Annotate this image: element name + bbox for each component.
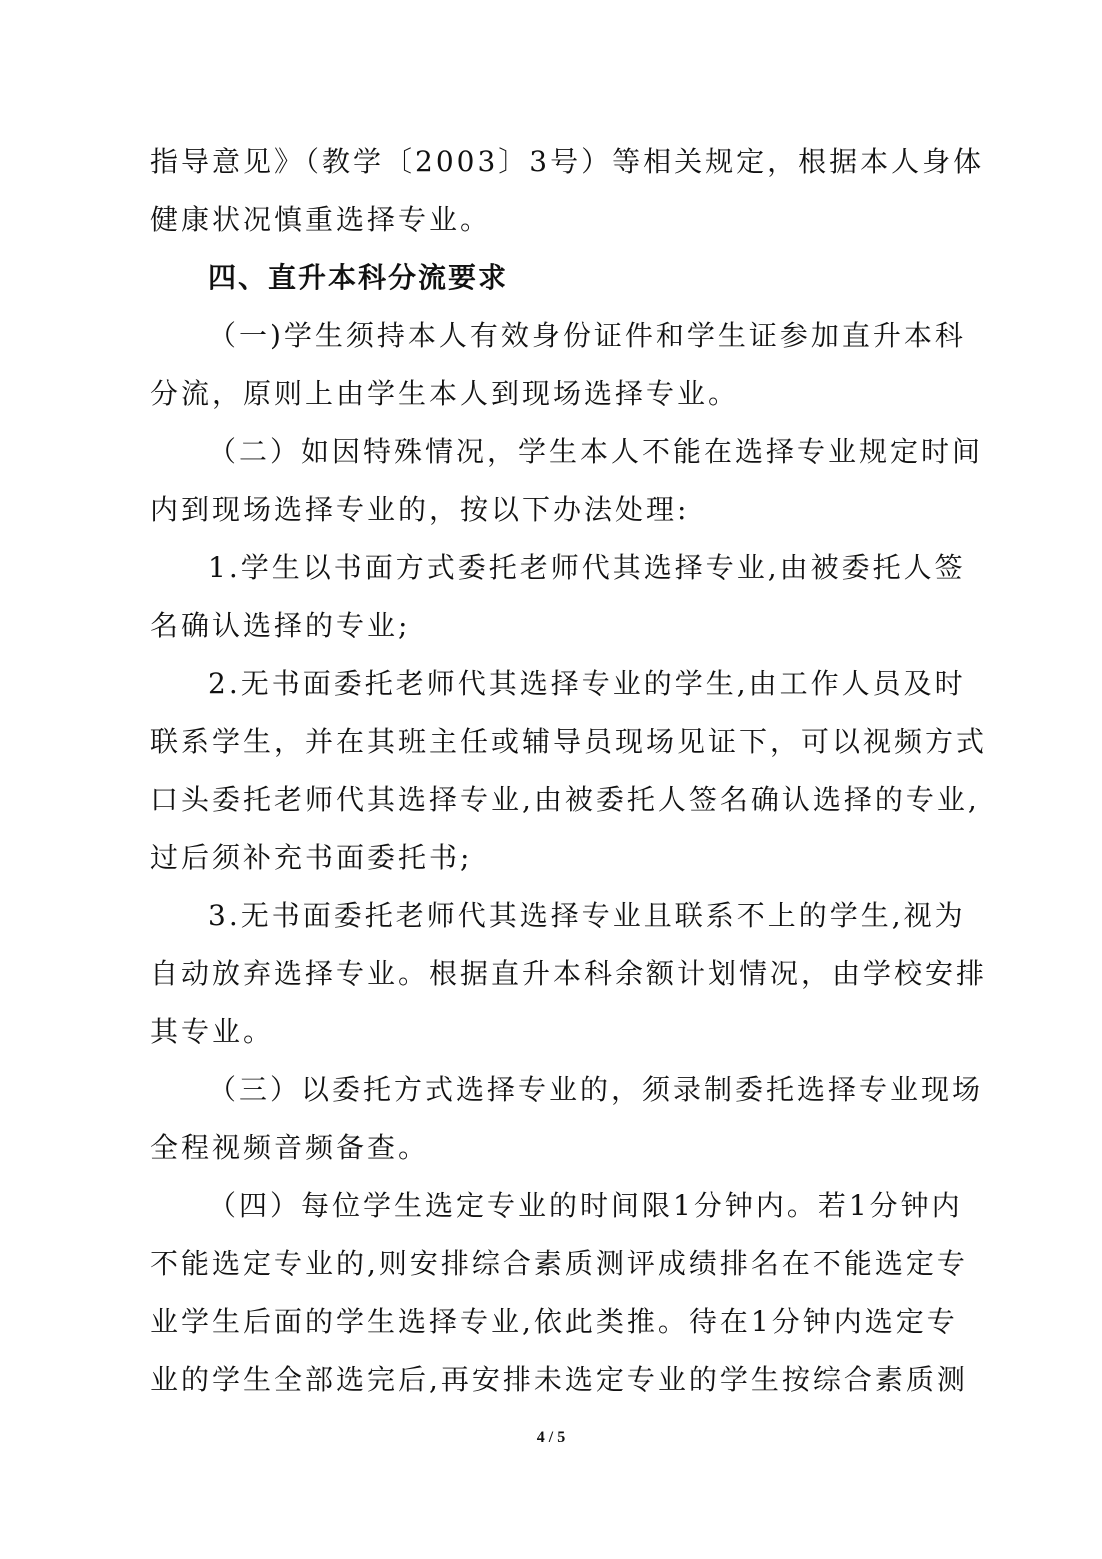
body-line: 健康状况慎重选择专业。 <box>150 203 492 236</box>
body-line: （一)学生须持本人有效身份证件和学生证参加直升本科 <box>208 319 966 352</box>
body-line: 名确认选择的专业; <box>150 609 411 642</box>
body-line: 全程视频音频备查。 <box>150 1131 430 1164</box>
body-line: 不能选定专业的,则安排综合素质测评成绩排名在不能选定专 <box>150 1247 968 1280</box>
body-line: 自动放弃选择专业。根据直升本科余额计划情况，由学校安排 <box>150 957 988 990</box>
page-number: 4 / 5 <box>536 1429 566 1446</box>
body-line: （三）以委托方式选择专业的，须录制委托选择专业现场 <box>208 1073 984 1106</box>
body-line: 指导意见》（教学〔2003〕3号）等相关规定，根据本人身体 <box>150 145 985 178</box>
body-line: 过后须补充书面委托书; <box>150 841 473 874</box>
body-line: （二）如因特殊情况，学生本人不能在选择专业规定时间 <box>208 435 984 468</box>
body-line: 1.学生以书面方式委托老师代其选择专业,由被委托人签 <box>208 551 966 584</box>
body-line: 内到现场选择专业的，按以下办法处理: <box>150 493 690 526</box>
body-line: 业学生后面的学生选择专业,依此类推。待在1分钟内选定专 <box>150 1305 958 1338</box>
body-line: 其专业。 <box>150 1015 275 1048</box>
body-line: （四）每位学生选定专业的时间限1分钟内。若1分钟内 <box>208 1189 963 1222</box>
body-line: 联系学生，并在其班主任或辅导员现场见证下，可以视频方式 <box>150 725 988 758</box>
body-line: 业的学生全部选完后,再安排未选定专业的学生按综合素质测 <box>150 1363 968 1396</box>
body-line: 口头委托老师代其选择专业,由被委托人签名确认选择的专业, <box>150 783 980 816</box>
body-line: 分流，原则上由学生本人到现场选择专业。 <box>150 377 740 410</box>
section-heading: 四、直升本科分流要求 <box>208 261 509 294</box>
body-line: 2.无书面委托老师代其选择专业的学生,由工作人员及时 <box>208 667 966 700</box>
body-line: 3.无书面委托老师代其选择专业且联系不上的学生,视为 <box>208 899 966 932</box>
